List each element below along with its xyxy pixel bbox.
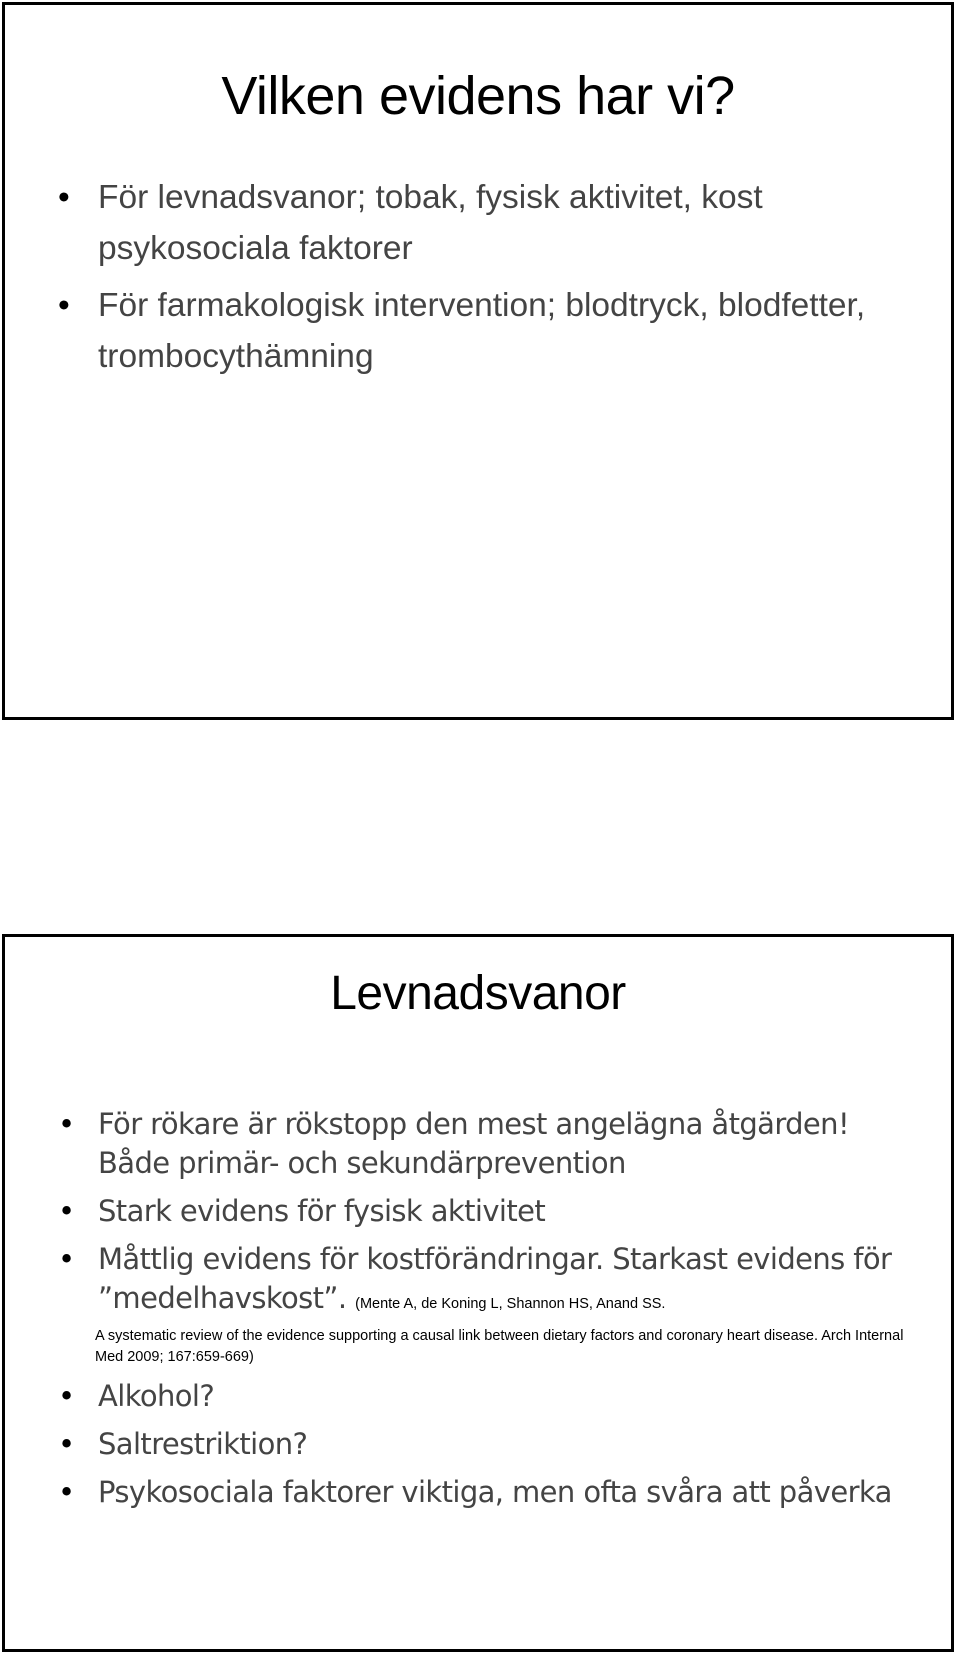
bullet-text: Psykosociala faktorer viktiga, men ofta svåra att påverka [98,1475,892,1509]
bullet-icon: • [58,1427,75,1461]
bullet-icon: • [58,287,70,324]
bullet-icon: • [58,1475,75,1509]
bullet-text: För rökare är rökstopp den mest angelägna åtgärden! Både primär- och sekundärprevention [98,1107,849,1180]
bullet-item [58,280,921,382]
slide-title: Levnadsvanor [330,967,626,1020]
bullet-item [58,1425,921,1464]
bullet-text: Stark evidens för fysisk aktivitet [98,1194,546,1228]
bullet-icon: • [58,179,70,216]
bullet-item [58,1240,921,1368]
bullet-text: Saltrestriktion? [98,1427,308,1461]
citation: (Mente A, de Koning L, Shannon HS, Anand SS. [355,1296,666,1312]
bullet-text: För levnadsvanor; tobak, fysisk aktivitet, kost psykosociala faktorer [98,179,763,267]
bullet-icon: • [58,1379,75,1413]
slide-2 [2,934,954,1652]
bullet-icon: • [58,1194,75,1228]
bullet-text: Alkohol? [98,1379,215,1413]
bullet-text: Måttlig evidens för kostförändringar. Starkast evidens för ”medelhavskost”. [98,1242,892,1315]
bullet-item [58,1192,921,1231]
bullet-item [58,1473,921,1512]
bullet-item [58,1377,921,1416]
citation-continued: A systematic review of the evidence supporting a causal link between dietary factors and coronary heart disease. Arch Internal Med 2009; 167:659-669) [95,1328,904,1365]
slide-1 [2,2,954,720]
bullet-list [58,1105,921,1521]
bullet-icon: • [58,1107,75,1141]
bullet-list [58,172,921,388]
bullet-text: För farmakologisk intervention; blodtryck, blodfetter, trombocythämning [98,287,866,375]
bullet-item [58,172,921,274]
bullet-item [58,1105,921,1183]
bullet-icon: • [58,1242,75,1276]
slide-title: Vilken evidens har vi? [221,66,735,126]
